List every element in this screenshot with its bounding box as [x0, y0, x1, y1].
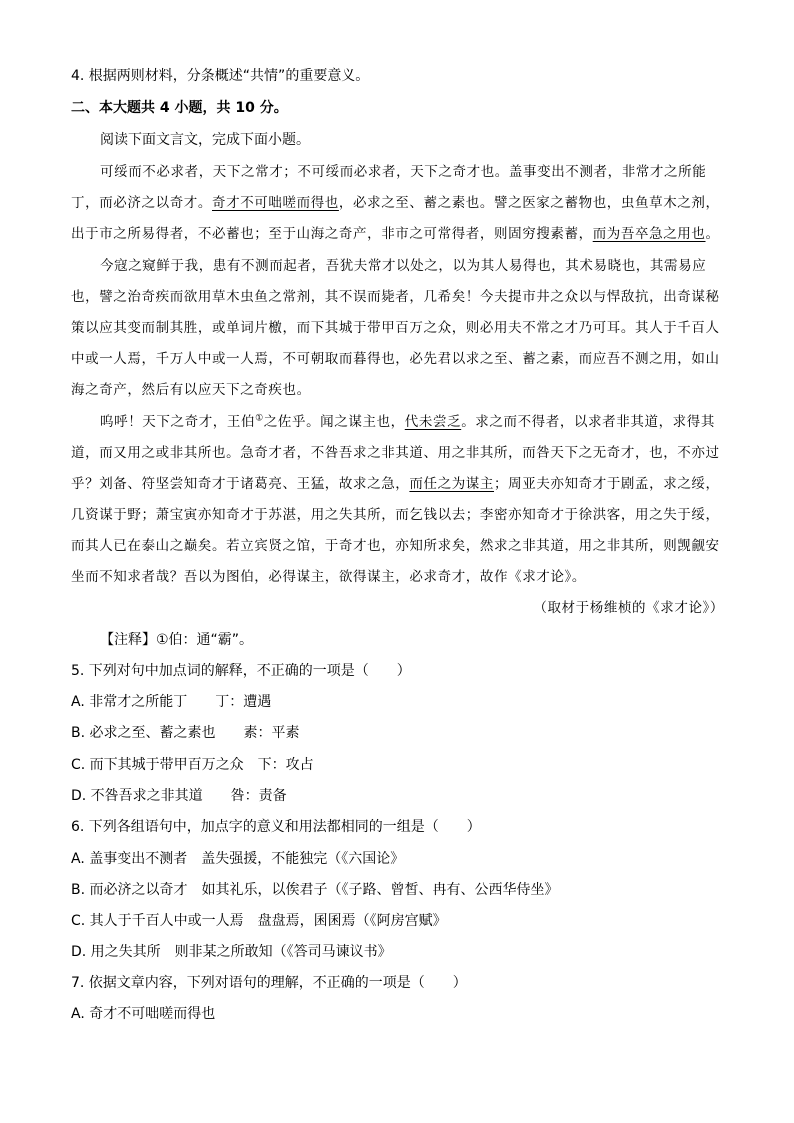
question-6-option-b: B. 而必济之以奇才 如其礼乐，以俟君子（《子路、曾皙、冉有、公西华侍坐》	[71, 882, 559, 898]
question-5-option-d: D. 不咎吾求之非其道 咎：责备	[71, 788, 287, 804]
question-5-option-c: C. 而下其城于带甲百万之众 下：攻占	[71, 757, 314, 773]
passage-p2-line3: 策以应其变而制其胜，或单词片檄，而下其城于带甲百万之众，则必用夫不常之才乃可耳。其人于千百人	[71, 320, 720, 336]
footnote-marker: ①	[255, 413, 264, 424]
passage-p3-line3: 乎？刘备、符坚尝知奇才于诸葛亮、王猛，故求之急，而任之为谋主；周亚夫亦知奇才于剧孟，求之绥，	[71, 476, 720, 492]
question-6-option-a: A. 盖事变出不测者 盖失强援，不能独完（《六国论》	[71, 851, 405, 867]
passage-p2-line5: 海之奇产，然后有以应天下之奇疾也。	[71, 382, 311, 398]
passage-source: （取材于杨维桢的《求才论》）	[533, 600, 724, 616]
question-7-option-a: A. 奇才不可咄嗟而得也	[71, 1006, 216, 1022]
passage-p2-line1: 今寇之窥鲜于我，患有不测而起者，吾犹夫常才以处之，以为其人易得也，其术易晓也，其需易应	[100, 258, 707, 274]
passage-p3-line5: 而其人已在泰山之巅矣。若立宾贤之馆，于奇才也，亦知所求矣，然求之非其道，用之非其所，则觊觎安	[71, 538, 720, 554]
section-2-heading: 二、本大题共 4 小题，共 10 分。	[71, 100, 288, 116]
passage-p3-line2: 道，而又用之或非其所也。急奇才者，不咎吾求之非其道、用之非其所，而咎天下之无奇才，也，不亦过	[71, 445, 720, 461]
question-4: 4. 根据两则材料，分条概述“共情”的重要意义。	[71, 68, 370, 84]
question-5-option-b: B. 必求之至、蓄之素也 素：平素	[71, 725, 300, 741]
passage-p3-line1: 呜呼！天下之奇才，王伯①之佐乎。闻之谋主也，代未尝乏。求之而不得者，以求者非其道，求得其	[100, 413, 715, 430]
passage-p1-line3: 出于市之所易得者，不必蓄也；至于山海之奇产，非市之可常得者，则固穷搜素蓄，而为吾卒急之用也。	[71, 226, 720, 242]
passage-p3-line6: 坐而不知求者哉？吾以为图伯，必得谋主，欲得谋主，必求奇才，故作《求才论》。	[71, 569, 586, 585]
annotation-note: 【注释】①伯：通“霸”。	[100, 632, 254, 648]
passage-p1-line1: 可绥而不必求者，天下之常才；不可绥而必求者，天下之奇才也。盖事变出不测者，非常才之所能	[100, 164, 707, 180]
question-7-stem: 7. 依据文章内容，下列对语句的理解，不正确的一项是（ ）	[71, 975, 467, 991]
underlined-phrase-4: 而任之为谋主	[409, 476, 495, 492]
underlined-phrase-2: 而为吾卒急之用也	[592, 226, 706, 242]
underlined-phrase-1: 奇才不可咄嗟而得也	[212, 195, 339, 211]
question-5-stem: 5. 下列对句中加点词的解释，不正确的一项是（ ）	[71, 663, 411, 679]
passage-p2-line2: 也，譬之治奇疾而欲用草木虫鱼之常剂，其不误而毙者，几希矣！今夫提市井之众以与悍敌抗，出奇谋秘	[71, 289, 720, 305]
passage-p2-line4: 中或一人焉，千万人中或一人焉，不可朝取而暮得也，必先君以求之至、蓄之素，而应吾不测之用，如山	[71, 351, 720, 367]
question-6-option-d: D. 用之失其所 则非某之所敢知（《答司马谏议书》	[71, 944, 392, 960]
passage-p3-line4: 几资谋于野；萧宝寅亦知奇才于苏湛，用之失其所，而乞钱以去；李密亦知奇才于徐洪客，用之失于绥，	[71, 507, 720, 523]
reading-instruction: 阅读下面文言文，完成下面小题。	[100, 132, 310, 148]
underlined-phrase-3: 代未尝乏	[404, 414, 462, 430]
passage-p1-line2: 丁，而必济之以奇才。奇才不可咄嗟而得也，必求之至、蓄之素也。譬之医家之蓄物也，虫鱼草木之剂，	[71, 195, 720, 211]
question-6-stem: 6. 下列各组语句中，加点字的意义和用法都相同的一组是（ ）	[71, 819, 481, 835]
question-6-option-c: C. 其人于千百人中或一人焉 盘盘焉，囷囷焉（《阿房宫赋》	[71, 913, 447, 929]
question-5-option-a: A. 非常才之所能丁 丁：遭遇	[71, 694, 272, 710]
